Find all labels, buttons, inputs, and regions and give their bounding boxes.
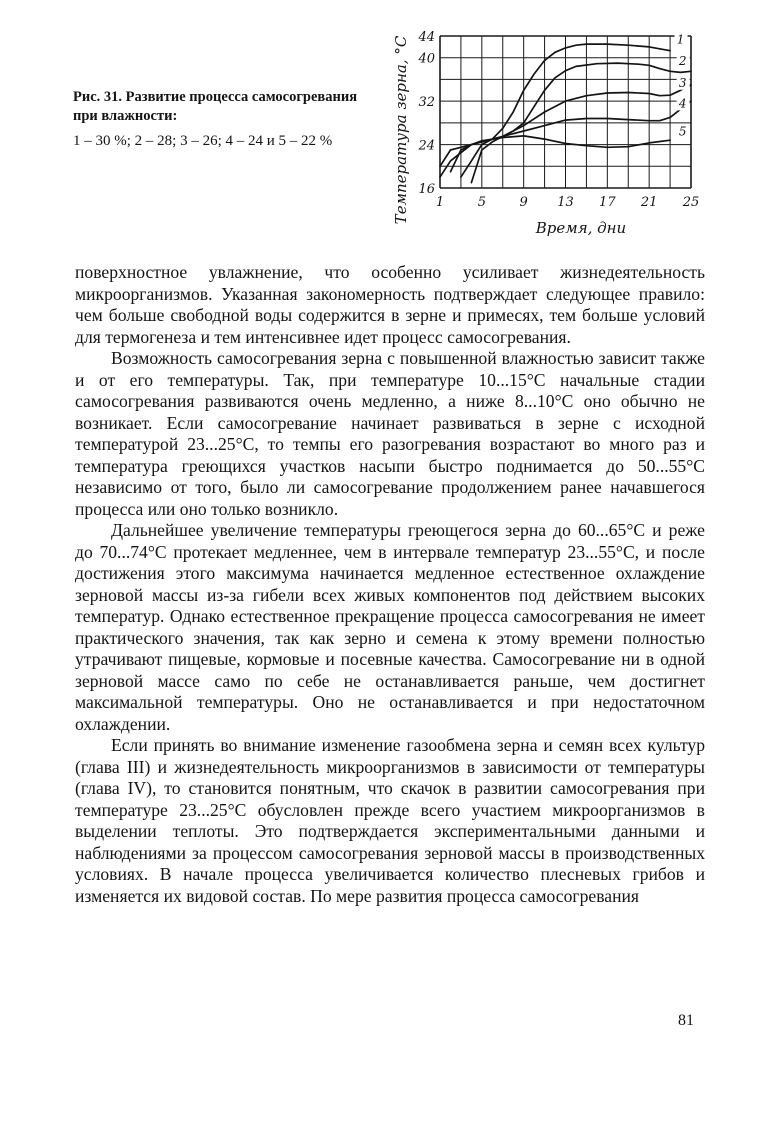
paragraph: Если принять во внимание изменение газообмена зерна и семян всех культур (глава III) и жизнедеятельность микроорганизмов в зависимости от температуры (глава IV), то становится понятным, что скачок в развитии самосогревания при температуре 23...25°С обусловлен прежде всего участием микроорганизмов в выделении теплоты. Это подтверждается экспериментальными данными и наблюдениями за процессом самосогревания зерновой массы в производственных условиях. В начале процесса увеличивается количество плесневых грибов и изменяется их видовой состав. По мере развития процесса самосогревания: [75, 735, 705, 906]
y-tick-label: 40: [418, 51, 435, 67]
x-tick-label: 1: [435, 195, 445, 210]
figure-caption-title: Рис. 31. Развитие процесса самосогревания при влажности:: [73, 89, 358, 124]
x-tick-label: 21: [640, 195, 658, 210]
x-tick-label: 25: [682, 195, 700, 210]
y-tick-label: 24: [418, 138, 435, 154]
x-tick-label: 9: [519, 195, 528, 210]
body-text: [75, 262, 705, 907]
y-tick-label: 16: [418, 182, 435, 197]
series-label: 4: [678, 96, 687, 111]
series-label: 5: [678, 124, 687, 139]
figure-chart: [388, 28, 718, 248]
series-line: [451, 101, 692, 172]
x-tick-label: 13: [557, 195, 574, 210]
page-number: 81: [678, 1012, 694, 1029]
paragraph: Возможность самосогревания зерна с повышенной влажностью зависит также и от его температуры. Так, при температуре 10...15°С начальные стадии самосогревания развиваются очень медленно, а ниже 8...10°С оно обычно не возникает. Если самосогревание начинает развиваться в зерне с исходной температурой 23...25°С, то темпы его разогревания возрастают во много раз и температура греющихся участков насыпи быстро поднимается до 50...55°С независимо от того, было ли самосогревание продолжением ранее начавшегося процесса или оно только возникло.: [75, 348, 705, 519]
x-axis-label: Время, дни: [535, 219, 627, 237]
series-label: 3: [678, 75, 687, 90]
figure-caption-legend: 1 – 30 %; 2 – 28; 3 – 26; 4 – 24 и 5 – 22 %: [73, 133, 333, 149]
figure-caption: [73, 88, 373, 151]
y-tick-label: 44: [418, 30, 435, 45]
x-tick-label: 17: [599, 195, 616, 210]
y-axis-label: Температура зерна, °С: [392, 35, 410, 225]
paragraph: поверхностное увлажнение, что особенно усиливает жизнедеятельность микроорганизмов. Указанная закономерность подтверждает следующее правило: чем больше свободной воды содержится в зерне и примесях, тем больше условий для термогенеза и тем интенсивнее идет процесс самосогревания.: [75, 262, 705, 347]
temperature-chart: [388, 28, 718, 248]
series-label: 1: [676, 32, 685, 47]
x-tick-label: 5: [477, 195, 486, 210]
y-tick-label: 32: [418, 95, 435, 111]
paragraph: Дальнейшее увеличение температуры греющегося зерна до 60...65°С и реже до 70...74°С протекает медленнее, чем в интервале температур 23...55°С, и после достижения этого максимума начинается медленное естественное охлаждение зерновой массы из-за гибели всех живых компонентов под действием высоких температур. Однако естественное прекращение процесса самосогревания не имеет практического значения, так как зерно и семена к этому времени полностью утрачивают пищевые, кормовые и посевные качества. Самосогревание ни в одной зерновой массе само по себе не останавливается раньше, чем достигнет максимальной температуры. Оно не останавливается и при недостаточном охлаждении.: [75, 520, 705, 734]
series-label: 2: [678, 54, 687, 69]
